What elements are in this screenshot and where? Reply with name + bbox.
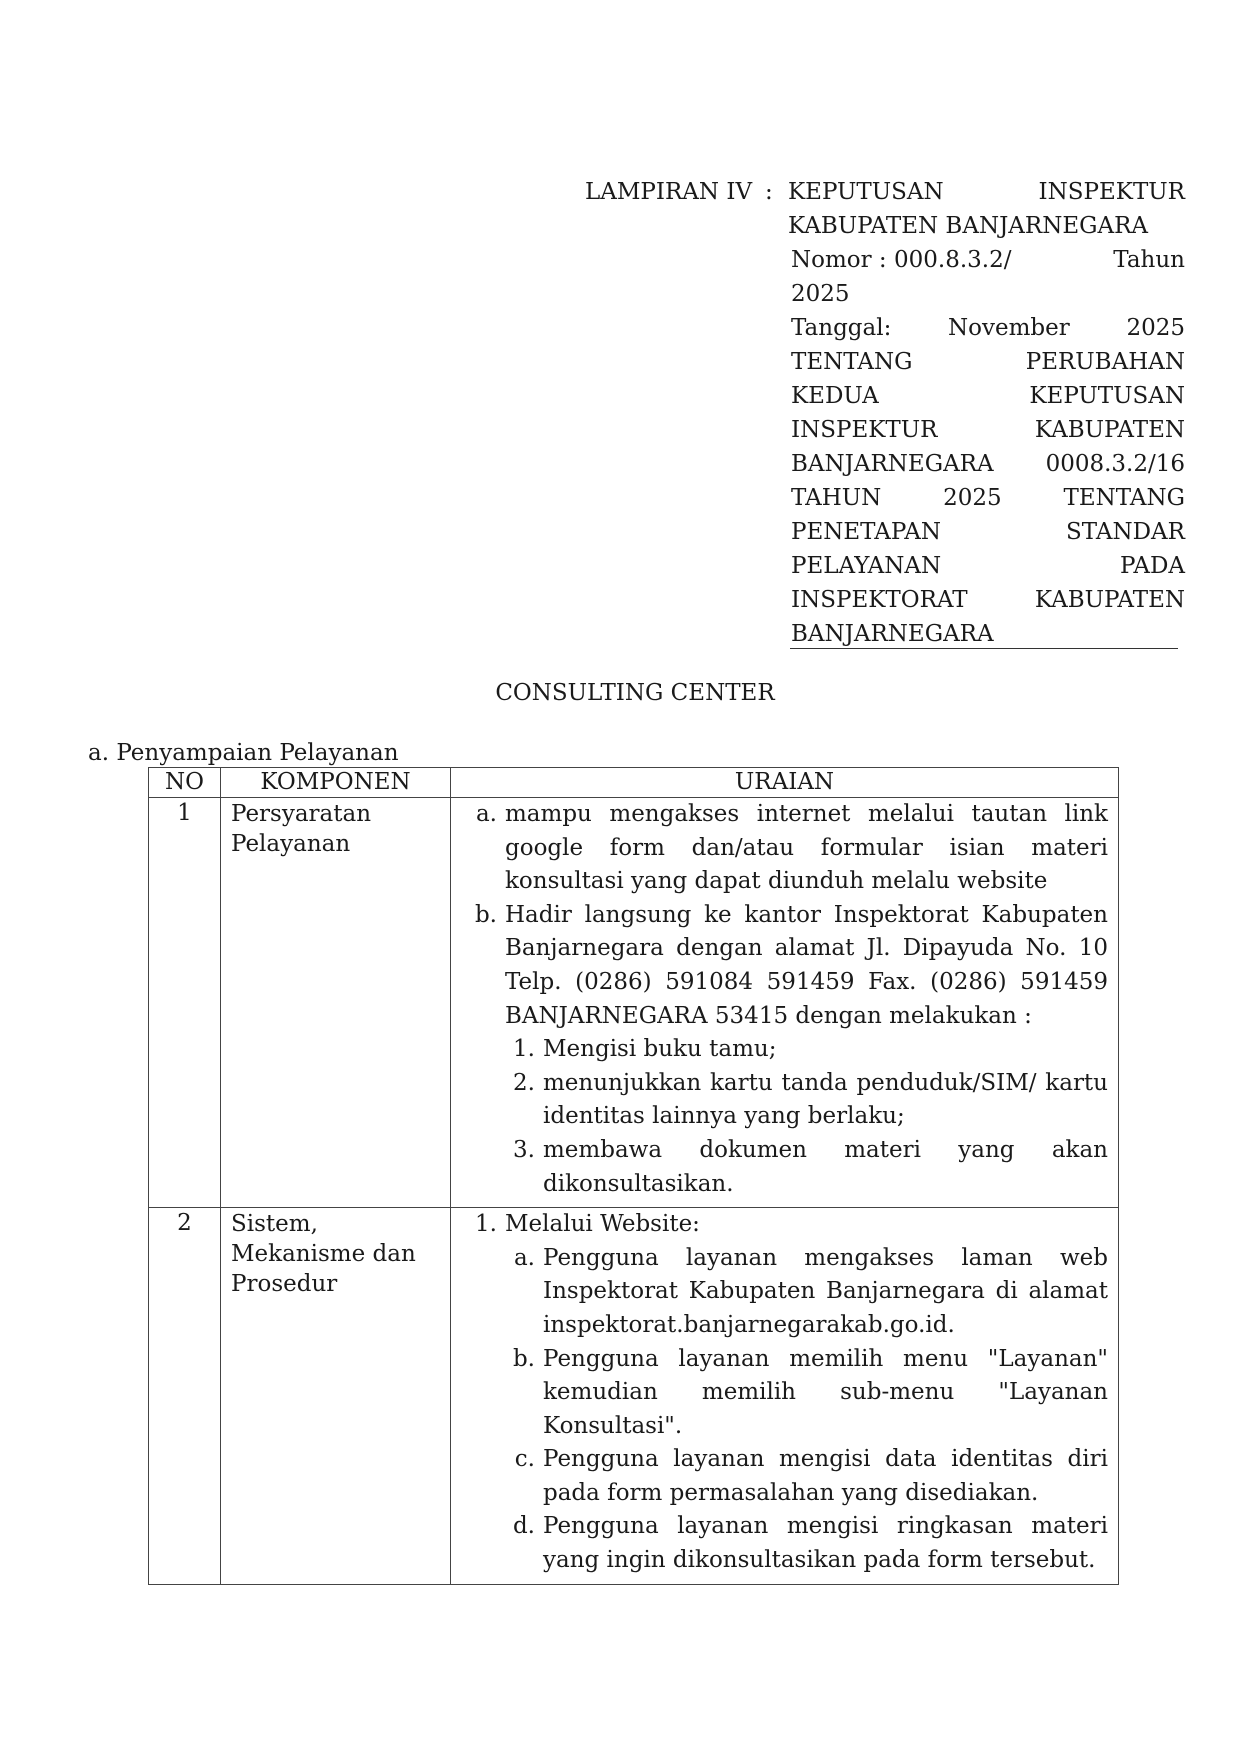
header-line [788, 481, 1185, 515]
header-line [788, 243, 1185, 277]
header-line [788, 175, 1185, 209]
header-line-segment: Tahun [1113, 247, 1185, 273]
list-marker: 1. [513, 1036, 535, 1063]
header-line-segment: INSPEKTUR [1038, 179, 1185, 205]
list-marker: a. [513, 1244, 535, 1271]
list-text: menunjukkan kartu tanda penduduk/SIM/ kartu identitas lainnya yang berlaku; [543, 1069, 1108, 1130]
service-standard-table [148, 767, 1119, 1585]
table-row [149, 798, 1119, 1208]
table-row [149, 1208, 1119, 1585]
decree-reference [788, 175, 1185, 651]
header-line-segment: TENTANG [1063, 485, 1185, 511]
header-line-segment: Tanggal: [791, 315, 892, 341]
header-no: NO [149, 768, 221, 798]
list-marker: a. [475, 801, 497, 827]
header-line-segment: KEPUTUSAN [1029, 383, 1185, 409]
list-marker: d. [512, 1513, 535, 1540]
header-line-segment: BANJARNEGARA [791, 451, 994, 477]
header-line-segment: 2025 [1126, 315, 1185, 341]
list-text: Pengguna layanan mengisi data identitas diri pada form permasalahan yang disediakan. [543, 1446, 1108, 1506]
row-number: 2 [149, 1208, 221, 1585]
list-item [461, 1208, 1108, 1242]
header-line [788, 447, 1185, 481]
header-line-segment: STANDAR [1066, 519, 1185, 545]
list-marker: b. [474, 901, 497, 928]
header-komponen: KOMPONEN [221, 768, 451, 798]
header-line [788, 413, 1185, 447]
list-item [461, 1067, 1108, 1134]
row-number: 1 [149, 798, 221, 1208]
list-item [461, 1033, 1108, 1067]
list-item [461, 1134, 1108, 1201]
list-item [461, 1343, 1108, 1444]
header-line [788, 515, 1185, 549]
table-header-row [149, 768, 1119, 798]
header-line-segment: PERUBAHAN [1025, 349, 1185, 375]
document-title: CONSULTING CENTER [495, 680, 775, 706]
header-line-segment: 2025 [791, 281, 850, 307]
list-item [461, 1242, 1108, 1343]
row-description [451, 798, 1119, 1208]
list-text: Pengguna layanan mengakses laman web Inspektorat Kabupaten Banjarnegara di alamat inspektorat.banjarnegarakab.go.id. [543, 1244, 1108, 1338]
attachment-colon: : [765, 179, 773, 205]
list-text: Melalui Website: [505, 1211, 700, 1238]
list-marker: 2. [513, 1069, 535, 1096]
list-text: Hadir langsung ke kantor Inspektorat Kabupaten Banjarnegara dengan alamat Jl. Dipayuda No. 10 Telp. (0286) 591084 591459 Fax. (0286) 591459 BANJARNEGARA 53415 dengan melakukan : [505, 901, 1108, 1029]
header-line-segment: KEPUTUSAN [788, 179, 944, 205]
attachment-label: LAMPIRAN IV [585, 179, 753, 205]
header-line-segment: PELAYANAN [791, 553, 942, 579]
header-line [788, 583, 1185, 617]
header-line [788, 277, 1185, 311]
header-line-segment: INSPEKTUR [791, 417, 938, 443]
list-marker: 3. [513, 1136, 535, 1163]
header-line-segment: 0008.3.2/16 [1045, 451, 1185, 477]
header-line-segment: INSPEKTORAT [791, 587, 968, 613]
header-line [788, 617, 1185, 651]
list-text: Pengguna layanan memilih menu "Layanan" kemudian memilih sub-menu "Layanan Konsultasi". [543, 1345, 1108, 1439]
header-line-segment: KEDUA [791, 383, 879, 409]
header-line-segment: KABUPATEN [1034, 417, 1185, 443]
header-line-segment: BANJARNEGARA [791, 621, 994, 647]
list-item [461, 1443, 1108, 1510]
list-text: Mengisi buku tamu; [543, 1036, 777, 1063]
list-text: mampu mengakses internet melalui tautan link google form dan/atau formular isian materi konsultasi yang dapat diunduh melalu website [505, 801, 1108, 895]
header-uraian: URAIAN [451, 768, 1119, 798]
row-component: Sistem, Mekanisme dan Prosedur [221, 1208, 451, 1585]
list-item [461, 798, 1108, 899]
list-marker: 1. [475, 1211, 497, 1238]
header-line-segment: 2025 [943, 485, 1002, 511]
header-line-segment: PADA [1119, 553, 1185, 579]
header-underline [790, 648, 1178, 649]
header-line-segment: Nomor : 000.8.3.2/ [791, 247, 1012, 273]
list-marker: b. [512, 1345, 535, 1372]
header-line-segment: November [948, 315, 1070, 341]
header-line-segment: PENETAPAN [791, 519, 941, 545]
list-text: Pengguna layanan mengisi ringkasan materi yang ingin dikonsultasikan pada form tersebut. [543, 1513, 1108, 1574]
list-item [461, 899, 1108, 1033]
list-text: membawa dokumen materi yang akan dikonsultasikan. [543, 1136, 1108, 1197]
list-item [461, 1510, 1108, 1577]
header-line [788, 345, 1185, 379]
header-line [788, 549, 1185, 583]
header-line-segment: KABUPATEN [1034, 587, 1185, 613]
row-description [451, 1208, 1119, 1585]
section-heading: a. Penyampaian Pelayanan [88, 740, 399, 766]
header-line-segment: KABUPATEN BANJARNEGARA [788, 213, 1149, 239]
attachment-header [585, 175, 1185, 651]
header-line [788, 379, 1185, 413]
list-marker: c. [514, 1446, 535, 1473]
header-line-segment: TAHUN [791, 485, 882, 511]
header-line-segment: TENTANG [791, 349, 913, 375]
header-line [788, 311, 1185, 345]
row-component: Persyaratan Pelayanan [221, 798, 451, 1208]
header-line [788, 209, 1185, 243]
